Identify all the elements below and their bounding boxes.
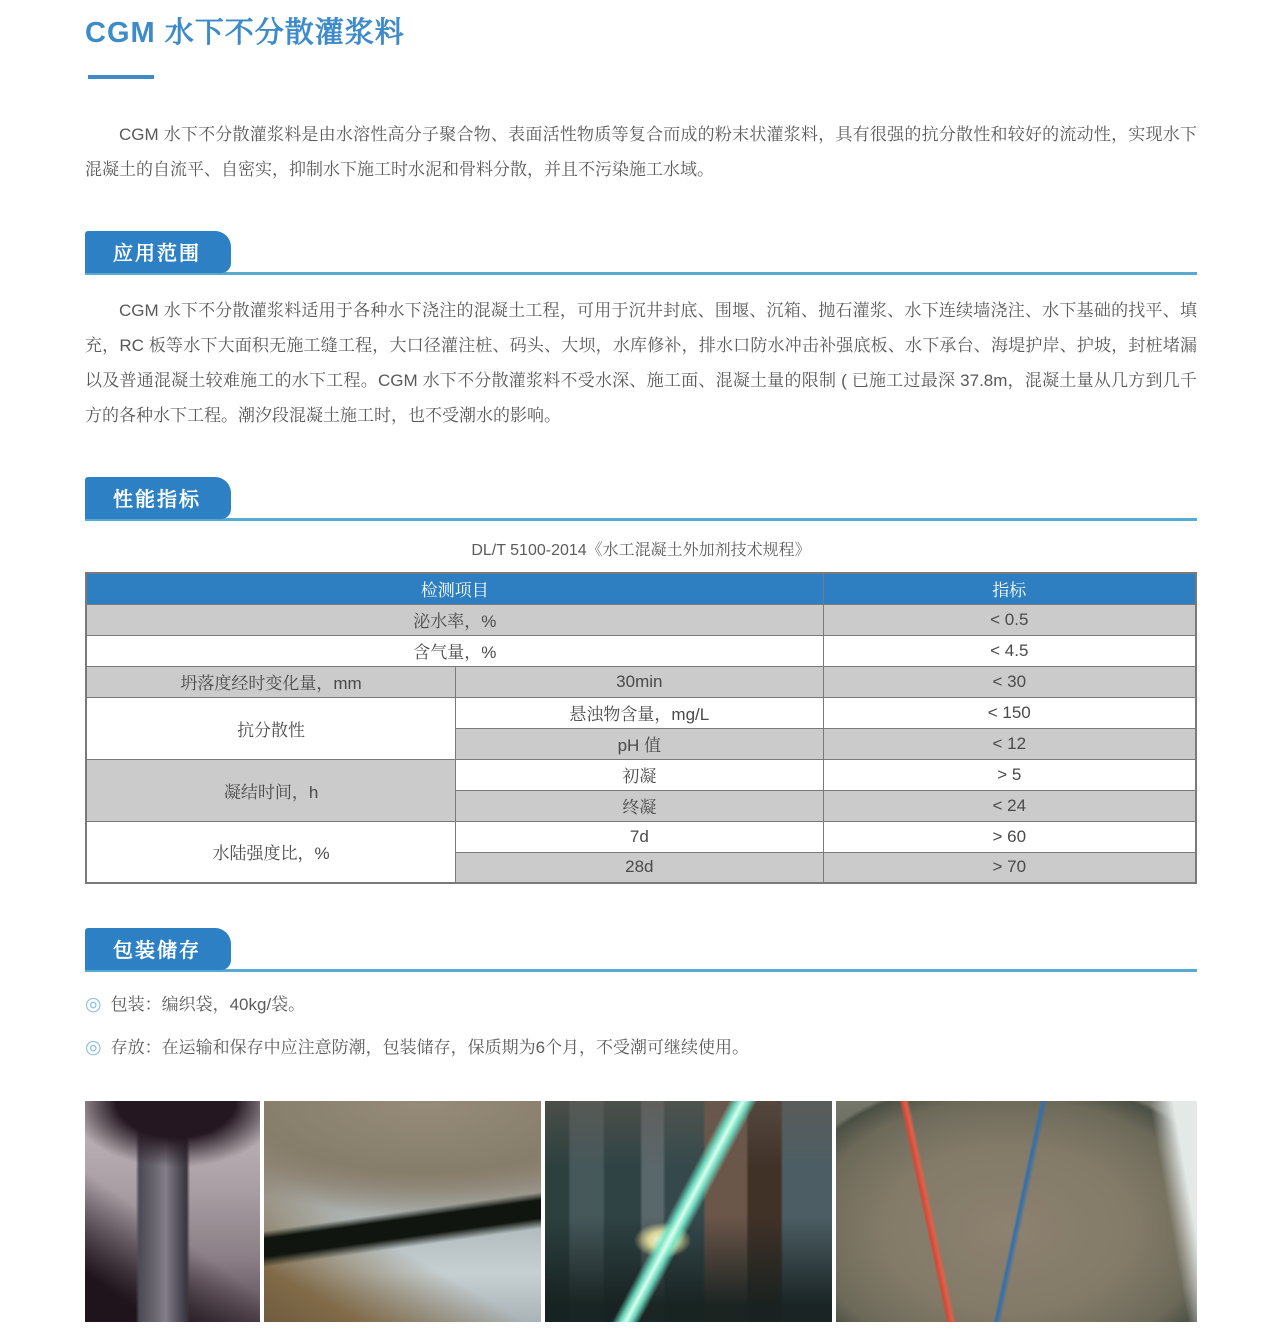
- table-cell: < 0.5: [823, 604, 1196, 635]
- table-cell: 7d: [456, 821, 823, 852]
- night-piles-laser-photo: [545, 1101, 833, 1322]
- grouting-pit-cables-photo: [836, 1101, 1197, 1322]
- table-cell: 30min: [456, 666, 823, 697]
- section-head-application: [85, 231, 1197, 275]
- table-cell: 坍落度经时变化量，mm: [86, 666, 456, 697]
- section-head-packaging: [85, 928, 1197, 972]
- underwater-pier-column-photo: [85, 1101, 260, 1322]
- table-cell: > 5: [823, 759, 1196, 790]
- table-row: [86, 604, 1196, 635]
- table-cell: > 60: [823, 821, 1196, 852]
- table-cell: < 30: [823, 666, 1196, 697]
- concrete-column-repair-photo: [264, 1101, 541, 1322]
- table-header-item: 检测项目: [86, 573, 823, 604]
- performance-table: [85, 572, 1197, 884]
- table-cell: 泌水率，%: [86, 604, 823, 635]
- packaging-item-text: 存放：在运输和保存中应注意防潮，包装储存，保质期为6个月，不受潮可继续使用。: [110, 1038, 750, 1058]
- intro-paragraph: CGM 水下不分散灌浆料是由水溶性高分子聚合物、表面活性物质等复合而成的粉末状灌浆料，具有很强的抗分散性和较好的流动性，实现水下混凝土的自流平、自密实，抑制水下施工时水泥和骨料分散，并且不污染施工水域。: [85, 125, 1197, 180]
- section-tab-packaging: 包装储存: [85, 928, 231, 970]
- application-paragraph: CGM 水下不分散灌浆料适用于各种水下浇注的混凝土工程，可用于沉井封底、围堰、沉箱、抛石灌浆、水下连续墙浇注、水下基础的找平、填充，RC 板等水下大面积无施工缝工程，大口径灌注桩、码头、大坝，水库修补，排水口防水冲击补强底板、水下承台、海堤护岸、护坡，封桩堵漏以及普通混凝土较难施工的水下工程。CGM 水下不分散灌浆料不受水深、施工面、混凝土量的限制 ( 已施工过最深 37.8m，混凝土量从几方到几千方的各种水下工程。潮汐段混凝土施工时，也不受潮水的影响。: [85, 301, 1197, 426]
- list-item: [85, 988, 1197, 1021]
- section-tab-application: 应用范围: [85, 231, 231, 273]
- table-cell: < 24: [823, 790, 1196, 821]
- table-row: [86, 759, 1196, 790]
- photo-strip: [85, 1101, 1197, 1322]
- title-underline: [88, 75, 154, 79]
- table-cell: 终凝: [456, 790, 823, 821]
- section-tab-performance: 性能指标: [85, 477, 231, 519]
- table-header-index: 指标: [823, 573, 1196, 604]
- table-cell: 水陆强度比，%: [86, 821, 456, 883]
- table-row: [86, 635, 1196, 666]
- table-cell: pH 值: [456, 728, 823, 759]
- table-row: [86, 821, 1196, 852]
- table-cell: < 150: [823, 697, 1196, 728]
- table-row: [86, 666, 1196, 697]
- page-title: CGM 水下不分散灌浆料: [85, 17, 405, 49]
- page-content: [85, 0, 1197, 1322]
- list-item: [85, 1031, 1197, 1064]
- table-cell: > 70: [823, 852, 1196, 883]
- table-cell: 28d: [456, 852, 823, 883]
- table-cell: < 4.5: [823, 635, 1196, 666]
- table-cell: 含气量，%: [86, 635, 823, 666]
- standard-title: DL/T 5100-2014《水工混凝土外加剂技术规程》: [471, 542, 811, 560]
- performance-table-body: [86, 604, 1196, 883]
- table-header-row: [86, 573, 1196, 604]
- table-cell: 悬浊物含量，mg/L: [456, 697, 823, 728]
- table-cell: < 12: [823, 728, 1196, 759]
- packaging-list: [85, 988, 1197, 1065]
- ring-bullet-icon: ◎: [85, 1037, 102, 1059]
- ring-bullet-icon: ◎: [85, 994, 102, 1016]
- table-cell: 凝结时间，h: [86, 759, 456, 821]
- table-row: [86, 697, 1196, 728]
- section-head-performance: [85, 477, 1197, 521]
- table-cell: 抗分散性: [86, 697, 456, 759]
- packaging-item-text: 包装：编织袋，40kg/袋。: [110, 995, 306, 1015]
- table-cell: 初凝: [456, 759, 823, 790]
